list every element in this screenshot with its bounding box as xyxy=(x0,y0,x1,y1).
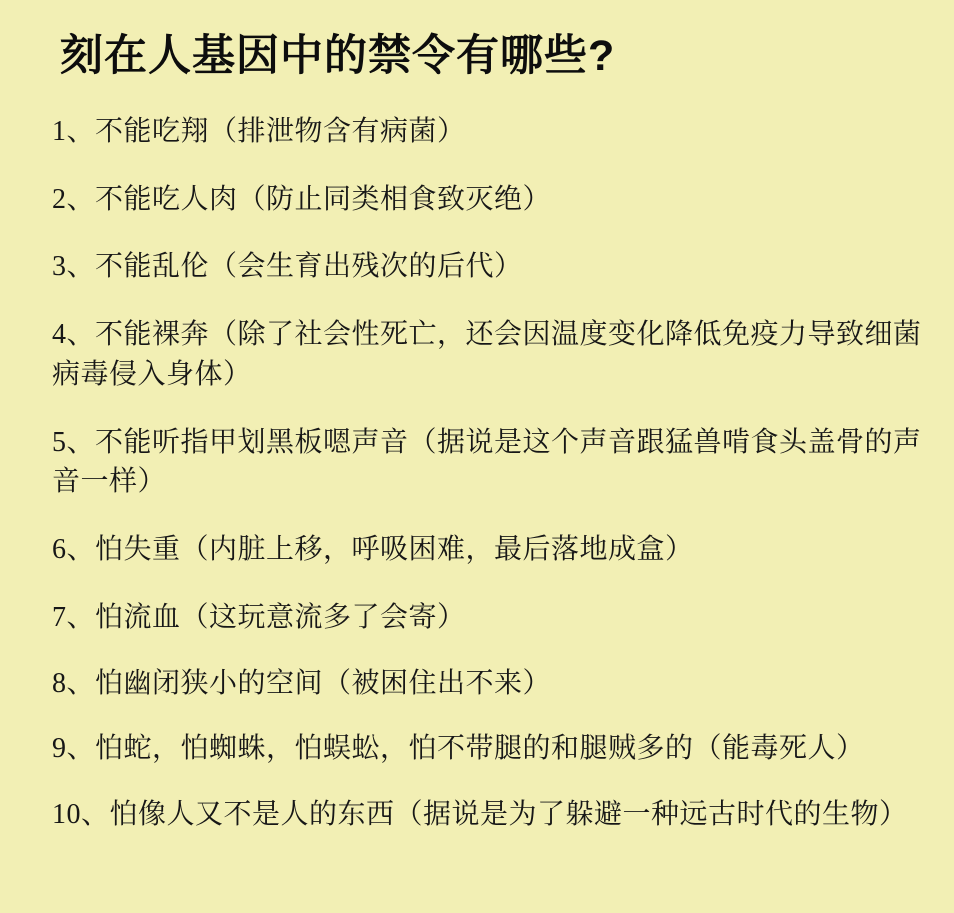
list-item: 4、不能裸奔（除了社会性死亡，还会因温度变化降低免疫力导致细菌病毒侵入身体） xyxy=(52,319,922,390)
list-item: 9、怕蛇，怕蜘蛛，怕蜈蚣，怕不带腿的和腿贼多的（能毒死人） xyxy=(52,733,865,765)
list-item: 1、不能吃翔（排泄物含有病菌） xyxy=(52,115,466,147)
list-item: 3、不能乱伦（会生育出残次的后代） xyxy=(52,251,523,283)
taboo-list xyxy=(52,112,932,835)
list-item: 8、怕幽闭狭小的空间（被困住出不来） xyxy=(52,667,552,699)
list-item: 6、怕失重（内脏上移，呼吸困难，最后落地成盒） xyxy=(52,534,694,565)
list-item: 5、不能听指甲划黑板嗯声音（据说是这个声音跟猛兽啃食头盖骨的声音一样） xyxy=(52,426,922,498)
list-item: 10、怕像人又不是人的东西（据说是为了躲避一种远古时代的生物） xyxy=(52,799,908,830)
list-item: 2、不能吃人肉（防止同类相食致灭绝） xyxy=(52,183,552,215)
list-item: 7、怕流血（这玩意流多了会寄） xyxy=(52,601,466,633)
page-title: 刻在人基因中的禁令有哪些? xyxy=(60,32,616,80)
